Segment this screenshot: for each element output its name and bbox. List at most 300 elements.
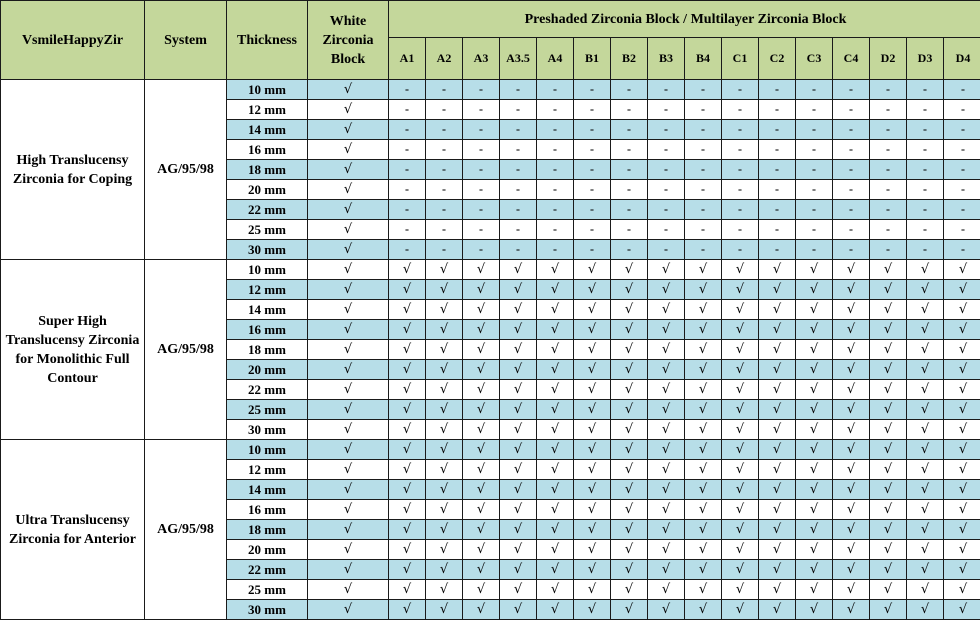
shade-mark-b2: √ — [611, 300, 648, 320]
shade-mark-c3: √ — [796, 500, 833, 520]
shade-mark-d2: √ — [870, 600, 907, 620]
shade-mark-c1: √ — [722, 560, 759, 580]
shade-mark-a2: √ — [426, 360, 463, 380]
thickness-cell: 16 mm — [227, 320, 308, 340]
shade-mark-d4: √ — [944, 280, 980, 300]
shade-mark-a3-5: √ — [500, 520, 537, 540]
shade-mark-a3-5: √ — [500, 460, 537, 480]
shade-mark-c1: √ — [722, 300, 759, 320]
shade-mark-a3-5: √ — [500, 560, 537, 580]
shade-mark-b1: √ — [574, 400, 611, 420]
shade-mark-c1: √ — [722, 480, 759, 500]
shade-mark-b2: - — [611, 180, 648, 200]
shade-mark-c2: - — [759, 220, 796, 240]
shade-mark-a3: √ — [463, 500, 500, 520]
table-row — [1, 260, 980, 280]
shade-mark-c3: √ — [796, 440, 833, 460]
shade-mark-d3: √ — [907, 340, 944, 360]
shade-mark-a4: √ — [537, 340, 574, 360]
white-block-mark: √ — [308, 500, 389, 520]
shade-mark-c2: √ — [759, 420, 796, 440]
shade-mark-c4: √ — [833, 280, 870, 300]
shade-mark-b4: √ — [685, 560, 722, 580]
shade-header-a1: A1 — [389, 38, 426, 80]
shade-mark-b4: √ — [685, 340, 722, 360]
shade-mark-a3-5: √ — [500, 260, 537, 280]
shade-mark-a1: - — [389, 120, 426, 140]
shade-mark-a2: √ — [426, 580, 463, 600]
white-block-mark: √ — [308, 340, 389, 360]
shade-mark-b3: - — [648, 220, 685, 240]
shade-mark-b4: - — [685, 240, 722, 260]
thickness-cell: 10 mm — [227, 440, 308, 460]
thickness-cell: 25 mm — [227, 400, 308, 420]
shade-mark-c4: √ — [833, 460, 870, 480]
shade-mark-a2: - — [426, 160, 463, 180]
shade-mark-b2: - — [611, 120, 648, 140]
white-block-mark: √ — [308, 560, 389, 580]
table-row — [1, 80, 980, 100]
shade-mark-d2: - — [870, 120, 907, 140]
shade-mark-d2: √ — [870, 420, 907, 440]
shade-mark-b4: √ — [685, 480, 722, 500]
shade-mark-a3: √ — [463, 280, 500, 300]
shade-mark-b2: √ — [611, 280, 648, 300]
shade-mark-c3: - — [796, 120, 833, 140]
thickness-cell: 22 mm — [227, 560, 308, 580]
shade-mark-a3-5: √ — [500, 280, 537, 300]
shade-mark-c1: - — [722, 220, 759, 240]
shade-mark-b4: - — [685, 80, 722, 100]
shade-mark-c2: √ — [759, 340, 796, 360]
shade-mark-d4: √ — [944, 360, 980, 380]
shade-mark-d3: √ — [907, 360, 944, 380]
shade-mark-d2: - — [870, 140, 907, 160]
white-block-mark: √ — [308, 520, 389, 540]
shade-mark-a3: √ — [463, 400, 500, 420]
shade-mark-c1: √ — [722, 360, 759, 380]
shade-mark-b4: √ — [685, 520, 722, 540]
shade-mark-a1: √ — [389, 480, 426, 500]
shade-header-d3: D3 — [907, 38, 944, 80]
shade-mark-c3: √ — [796, 340, 833, 360]
shade-mark-b3: - — [648, 120, 685, 140]
shade-mark-a4: √ — [537, 540, 574, 560]
shade-mark-d4: √ — [944, 480, 980, 500]
shade-mark-c3: √ — [796, 460, 833, 480]
shade-mark-d2: √ — [870, 260, 907, 280]
shade-mark-c3: - — [796, 240, 833, 260]
shade-mark-a3: - — [463, 200, 500, 220]
shade-mark-a3: √ — [463, 580, 500, 600]
shade-mark-b1: √ — [574, 360, 611, 380]
shade-mark-d4: √ — [944, 380, 980, 400]
shade-mark-a3: - — [463, 140, 500, 160]
shade-mark-a1: √ — [389, 580, 426, 600]
shade-mark-b4: √ — [685, 300, 722, 320]
shade-mark-d2: √ — [870, 340, 907, 360]
shade-mark-a3-5: √ — [500, 540, 537, 560]
shade-mark-d2: - — [870, 240, 907, 260]
shade-mark-c3: √ — [796, 600, 833, 620]
white-block-mark: √ — [308, 400, 389, 420]
shade-mark-c3: - — [796, 140, 833, 160]
shade-mark-c1: √ — [722, 260, 759, 280]
shade-mark-b2: - — [611, 240, 648, 260]
shade-mark-a4: √ — [537, 600, 574, 620]
shade-mark-b1: √ — [574, 440, 611, 460]
shade-mark-d3: - — [907, 100, 944, 120]
shade-header-c3: C3 — [796, 38, 833, 80]
shade-mark-c3: √ — [796, 480, 833, 500]
white-block-mark: √ — [308, 440, 389, 460]
white-block-mark: √ — [308, 380, 389, 400]
shade-mark-a2: √ — [426, 460, 463, 480]
shade-mark-a2: - — [426, 220, 463, 240]
shade-mark-a3: - — [463, 240, 500, 260]
shade-mark-c2: √ — [759, 560, 796, 580]
shade-mark-a1: √ — [389, 600, 426, 620]
shade-mark-d4: √ — [944, 260, 980, 280]
shade-mark-a3: - — [463, 120, 500, 140]
shade-mark-d3: √ — [907, 420, 944, 440]
shade-mark-c3: √ — [796, 400, 833, 420]
shade-mark-c1: √ — [722, 460, 759, 480]
shade-mark-c3: - — [796, 160, 833, 180]
shade-mark-c4: √ — [833, 440, 870, 460]
shade-mark-a4: √ — [537, 400, 574, 420]
shade-mark-b2: - — [611, 220, 648, 240]
shade-mark-a2: √ — [426, 300, 463, 320]
shade-mark-b2: - — [611, 200, 648, 220]
shade-mark-a4: √ — [537, 260, 574, 280]
shade-mark-b4: √ — [685, 440, 722, 460]
shade-mark-d4: √ — [944, 420, 980, 440]
shade-mark-c4: - — [833, 120, 870, 140]
thickness-cell: 14 mm — [227, 480, 308, 500]
shade-mark-b1: √ — [574, 480, 611, 500]
shade-mark-a3: - — [463, 180, 500, 200]
white-block-mark: √ — [308, 320, 389, 340]
shade-mark-b3: √ — [648, 540, 685, 560]
shade-mark-c1: - — [722, 240, 759, 260]
shade-mark-a3-5: - — [500, 240, 537, 260]
shade-mark-b2: √ — [611, 420, 648, 440]
shade-mark-b3: √ — [648, 400, 685, 420]
shade-mark-b1: √ — [574, 300, 611, 320]
shade-mark-b1: √ — [574, 600, 611, 620]
shade-mark-a3-5: √ — [500, 300, 537, 320]
white-block-mark: √ — [308, 100, 389, 120]
shade-mark-c1: - — [722, 200, 759, 220]
shade-mark-a2: √ — [426, 280, 463, 300]
shade-mark-c3: √ — [796, 560, 833, 580]
shade-mark-c2: √ — [759, 380, 796, 400]
shade-mark-a3-5: - — [500, 80, 537, 100]
shade-mark-c3: √ — [796, 320, 833, 340]
shade-mark-c4: √ — [833, 600, 870, 620]
shade-mark-a4: √ — [537, 560, 574, 580]
thickness-cell: 18 mm — [227, 520, 308, 540]
shade-mark-a2: - — [426, 180, 463, 200]
shade-mark-a1: √ — [389, 360, 426, 380]
shade-mark-d3: √ — [907, 560, 944, 580]
shade-mark-b4: √ — [685, 320, 722, 340]
shade-mark-b4: √ — [685, 420, 722, 440]
shade-mark-a3-5: √ — [500, 320, 537, 340]
shade-mark-a2: - — [426, 100, 463, 120]
white-block-mark: √ — [308, 600, 389, 620]
white-block-mark: √ — [308, 140, 389, 160]
shade-mark-a3: √ — [463, 540, 500, 560]
shade-mark-c3: - — [796, 100, 833, 120]
shade-header-b3: B3 — [648, 38, 685, 80]
shade-mark-a1: - — [389, 100, 426, 120]
shade-header-d2: D2 — [870, 38, 907, 80]
shade-mark-c1: - — [722, 180, 759, 200]
shade-mark-c3: - — [796, 80, 833, 100]
thickness-cell: 25 mm — [227, 580, 308, 600]
white-block-mark: √ — [308, 240, 389, 260]
shade-mark-a4: √ — [537, 420, 574, 440]
system-header: System — [145, 1, 227, 80]
thickness-cell: 30 mm — [227, 600, 308, 620]
shade-mark-a4: √ — [537, 360, 574, 380]
shade-mark-a1: √ — [389, 460, 426, 480]
shade-header-a3: A3 — [463, 38, 500, 80]
thickness-header: Thickness — [227, 1, 308, 80]
shade-mark-a4: - — [537, 200, 574, 220]
white-block-mark: √ — [308, 460, 389, 480]
shade-mark-b1: √ — [574, 280, 611, 300]
shade-mark-a2: √ — [426, 260, 463, 280]
shade-mark-c2: - — [759, 180, 796, 200]
shade-mark-b2: √ — [611, 460, 648, 480]
shade-mark-c4: √ — [833, 360, 870, 380]
shade-mark-b3: - — [648, 240, 685, 260]
shade-header-c4: C4 — [833, 38, 870, 80]
shade-mark-c1: √ — [722, 400, 759, 420]
shade-mark-d2: √ — [870, 400, 907, 420]
shade-mark-b4: - — [685, 220, 722, 240]
shade-mark-c4: √ — [833, 500, 870, 520]
shade-mark-a2: √ — [426, 400, 463, 420]
shade-mark-b4: - — [685, 100, 722, 120]
shade-mark-c1: √ — [722, 580, 759, 600]
shade-mark-a4: √ — [537, 480, 574, 500]
shade-mark-c1: - — [722, 80, 759, 100]
shade-mark-a4: √ — [537, 380, 574, 400]
shade-mark-b3: √ — [648, 360, 685, 380]
table-row — [1, 440, 980, 460]
shade-mark-c3: √ — [796, 580, 833, 600]
shade-mark-a3-5: √ — [500, 600, 537, 620]
shade-mark-a4: - — [537, 140, 574, 160]
shade-header-c1: C1 — [722, 38, 759, 80]
shade-mark-a4: √ — [537, 460, 574, 480]
brand-header: VsmileHappyZir — [1, 1, 145, 80]
table-header — [1, 1, 980, 80]
shade-mark-b3: - — [648, 140, 685, 160]
shade-mark-d4: - — [944, 180, 980, 200]
shade-mark-c1: √ — [722, 600, 759, 620]
shade-mark-c4: √ — [833, 580, 870, 600]
shade-mark-b3: √ — [648, 280, 685, 300]
shade-mark-c3: √ — [796, 300, 833, 320]
shade-mark-b2: - — [611, 160, 648, 180]
white-block-mark: √ — [308, 280, 389, 300]
shade-mark-d2: √ — [870, 300, 907, 320]
shade-mark-d2: √ — [870, 440, 907, 460]
shade-mark-c2: √ — [759, 540, 796, 560]
shade-mark-a4: √ — [537, 440, 574, 460]
shade-header-a2: A2 — [426, 38, 463, 80]
shade-mark-b2: √ — [611, 380, 648, 400]
shade-mark-a3-5: √ — [500, 420, 537, 440]
shade-mark-c4: √ — [833, 320, 870, 340]
system-value: AG/95/98 — [145, 260, 227, 440]
shade-mark-c2: - — [759, 240, 796, 260]
shade-mark-a1: - — [389, 200, 426, 220]
shade-mark-b4: √ — [685, 360, 722, 380]
shade-mark-d3: - — [907, 240, 944, 260]
shade-mark-c4: - — [833, 100, 870, 120]
shade-mark-a4: - — [537, 160, 574, 180]
shade-mark-a3-5: √ — [500, 400, 537, 420]
shade-mark-a3: - — [463, 220, 500, 240]
shade-mark-b2: √ — [611, 560, 648, 580]
shade-mark-d2: √ — [870, 480, 907, 500]
shade-mark-a1: √ — [389, 440, 426, 460]
shade-mark-c2: √ — [759, 500, 796, 520]
shade-mark-b2: √ — [611, 400, 648, 420]
shade-mark-a2: √ — [426, 520, 463, 540]
shade-mark-d3: - — [907, 200, 944, 220]
shade-mark-c4: √ — [833, 420, 870, 440]
shade-mark-a1: - — [389, 240, 426, 260]
shade-mark-b4: √ — [685, 600, 722, 620]
shade-mark-c1: - — [722, 100, 759, 120]
white-block-mark: √ — [308, 580, 389, 600]
shade-mark-a4: - — [537, 240, 574, 260]
shade-mark-d2: √ — [870, 460, 907, 480]
shade-mark-c2: √ — [759, 520, 796, 540]
shade-mark-b3: √ — [648, 260, 685, 280]
shade-mark-b1: - — [574, 220, 611, 240]
shade-mark-b3: √ — [648, 380, 685, 400]
shade-mark-a4: √ — [537, 280, 574, 300]
shade-mark-a1: √ — [389, 500, 426, 520]
shade-mark-b2: √ — [611, 440, 648, 460]
thickness-cell: 22 mm — [227, 380, 308, 400]
product-group-name: High Translucensy Zirconia for Coping — [1, 80, 145, 260]
shade-mark-c2: - — [759, 200, 796, 220]
shade-mark-b3: √ — [648, 460, 685, 480]
shade-mark-b4: √ — [685, 540, 722, 560]
shade-mark-c3: √ — [796, 420, 833, 440]
shade-mark-b1: √ — [574, 320, 611, 340]
shade-mark-a2: - — [426, 200, 463, 220]
shade-mark-a2: - — [426, 80, 463, 100]
shade-mark-b1: √ — [574, 260, 611, 280]
shade-mark-b2: √ — [611, 520, 648, 540]
shade-header-b1: B1 — [574, 38, 611, 80]
shade-mark-b3: √ — [648, 420, 685, 440]
shade-mark-b4: - — [685, 120, 722, 140]
shade-mark-c4: - — [833, 140, 870, 160]
shade-mark-a2: √ — [426, 560, 463, 580]
shade-mark-a1: - — [389, 180, 426, 200]
shade-mark-d4: √ — [944, 580, 980, 600]
shade-mark-b2: √ — [611, 260, 648, 280]
shade-mark-d4: √ — [944, 520, 980, 540]
shade-mark-a2: √ — [426, 600, 463, 620]
shade-mark-d2: √ — [870, 540, 907, 560]
shade-mark-d2: √ — [870, 320, 907, 340]
shade-mark-c2: - — [759, 80, 796, 100]
thickness-cell: 30 mm — [227, 420, 308, 440]
shade-mark-a4: √ — [537, 300, 574, 320]
product-group-name: Super High Translucensy Zirconia for Monolithic Full Contour — [1, 260, 145, 440]
white-block-mark: √ — [308, 160, 389, 180]
shade-mark-c2: - — [759, 100, 796, 120]
shade-mark-c3: √ — [796, 520, 833, 540]
thickness-cell: 20 mm — [227, 180, 308, 200]
shade-mark-b1: √ — [574, 520, 611, 540]
shade-mark-c2: - — [759, 160, 796, 180]
shade-mark-d4: - — [944, 80, 980, 100]
shade-mark-c3: - — [796, 180, 833, 200]
shade-mark-d4: √ — [944, 560, 980, 580]
shade-mark-a3: √ — [463, 460, 500, 480]
shade-mark-a3-5: √ — [500, 380, 537, 400]
shade-mark-d4: - — [944, 120, 980, 140]
shade-mark-b3: - — [648, 80, 685, 100]
shade-mark-b4: √ — [685, 380, 722, 400]
shade-mark-a2: √ — [426, 380, 463, 400]
shade-mark-b3: - — [648, 200, 685, 220]
shade-mark-a3: √ — [463, 600, 500, 620]
preshaded-header: Preshaded Zirconia Block / Multilayer Zirconia Block — [389, 1, 980, 38]
shade-mark-a3: √ — [463, 340, 500, 360]
shade-mark-b2: - — [611, 140, 648, 160]
shade-mark-c2: √ — [759, 440, 796, 460]
shade-mark-b4: √ — [685, 460, 722, 480]
shade-mark-a3-5: √ — [500, 340, 537, 360]
shade-mark-a4: √ — [537, 320, 574, 340]
shade-mark-c2: √ — [759, 480, 796, 500]
white-block-mark: √ — [308, 220, 389, 240]
shade-mark-b2: √ — [611, 320, 648, 340]
shade-mark-d4: √ — [944, 300, 980, 320]
shade-mark-d2: √ — [870, 360, 907, 380]
product-group-name: Ultra Translucensy Zirconia for Anterior — [1, 440, 145, 620]
shade-mark-d3: - — [907, 140, 944, 160]
shade-mark-b2: √ — [611, 340, 648, 360]
shade-mark-a1: - — [389, 80, 426, 100]
shade-mark-b3: √ — [648, 520, 685, 540]
shade-mark-d3: - — [907, 180, 944, 200]
shade-mark-d3: √ — [907, 400, 944, 420]
shade-mark-b2: √ — [611, 580, 648, 600]
shade-mark-a2: √ — [426, 420, 463, 440]
shade-header-d4: D4 — [944, 38, 980, 80]
shade-mark-b2: √ — [611, 480, 648, 500]
shade-header-b4: B4 — [685, 38, 722, 80]
shade-mark-c1: - — [722, 160, 759, 180]
shade-mark-a3: √ — [463, 380, 500, 400]
shade-mark-b2: - — [611, 100, 648, 120]
